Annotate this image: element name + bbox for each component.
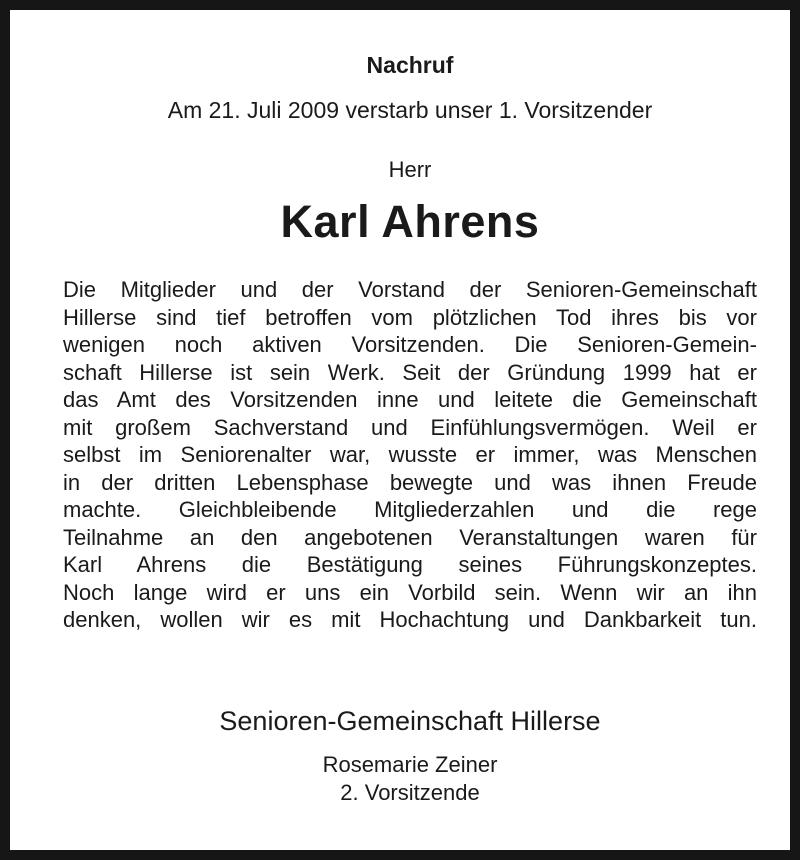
body-line: wenigen noch aktiven Vorsitzenden. Die Senioren-Gemein- — [63, 332, 757, 357]
notice-body — [63, 276, 757, 634]
body-line: das Amt des Vorsitzenden inne und leitete die Gemeinschaft — [63, 387, 757, 412]
deceased-name: Karl Ahrens — [280, 196, 540, 247]
body-line: denken, wollen wir es mit Hochachtung und Dankbarkeit tun. — [63, 607, 757, 632]
signature-organization: Senioren-Gemeinschaft Hillerse — [219, 706, 601, 736]
body-line: machte. Gleichbleibende Mitgliederzahlen und die rege — [63, 497, 757, 522]
body-line: selbst im Seniorenalter war, wusste er immer, was Menschen — [63, 442, 757, 467]
body-line: Teilnahme an den angebotenen Veranstaltungen waren für — [63, 524, 757, 550]
notice-intro: Am 21. Juli 2009 verstarb unser 1. Vorsitzender — [167, 97, 653, 123]
body-line: schaft Hillerse ist sein Werk. Seit der Gründung 1999 hat er — [63, 359, 757, 385]
body-line: Hillerse sind tief betroffen vom plötzlichen Tod ihres bis vor — [63, 304, 757, 330]
notice-heading: Nachruf — [366, 52, 454, 78]
signature-person: Rosemarie Zeiner — [322, 752, 498, 777]
signature-role: 2. Vorsitzende — [340, 780, 480, 805]
body-line: in der dritten Lebensphase bewegte und was ihnen Freude — [63, 469, 757, 495]
body-line: Noch lange wird er uns ein Vorbild sein. Wenn wir an ihn — [63, 579, 757, 605]
body-line: mit großem Sachverstand und Einfühlungsvermögen. Weil er — [63, 414, 757, 440]
body-line: Karl Ahrens die Bestätigung seines Führungskonzeptes. — [63, 552, 757, 577]
body-line: Die Mitglieder und der Vorstand der Senioren-Gemeinschaft — [63, 277, 757, 302]
notice-salutation: Herr — [388, 157, 432, 182]
